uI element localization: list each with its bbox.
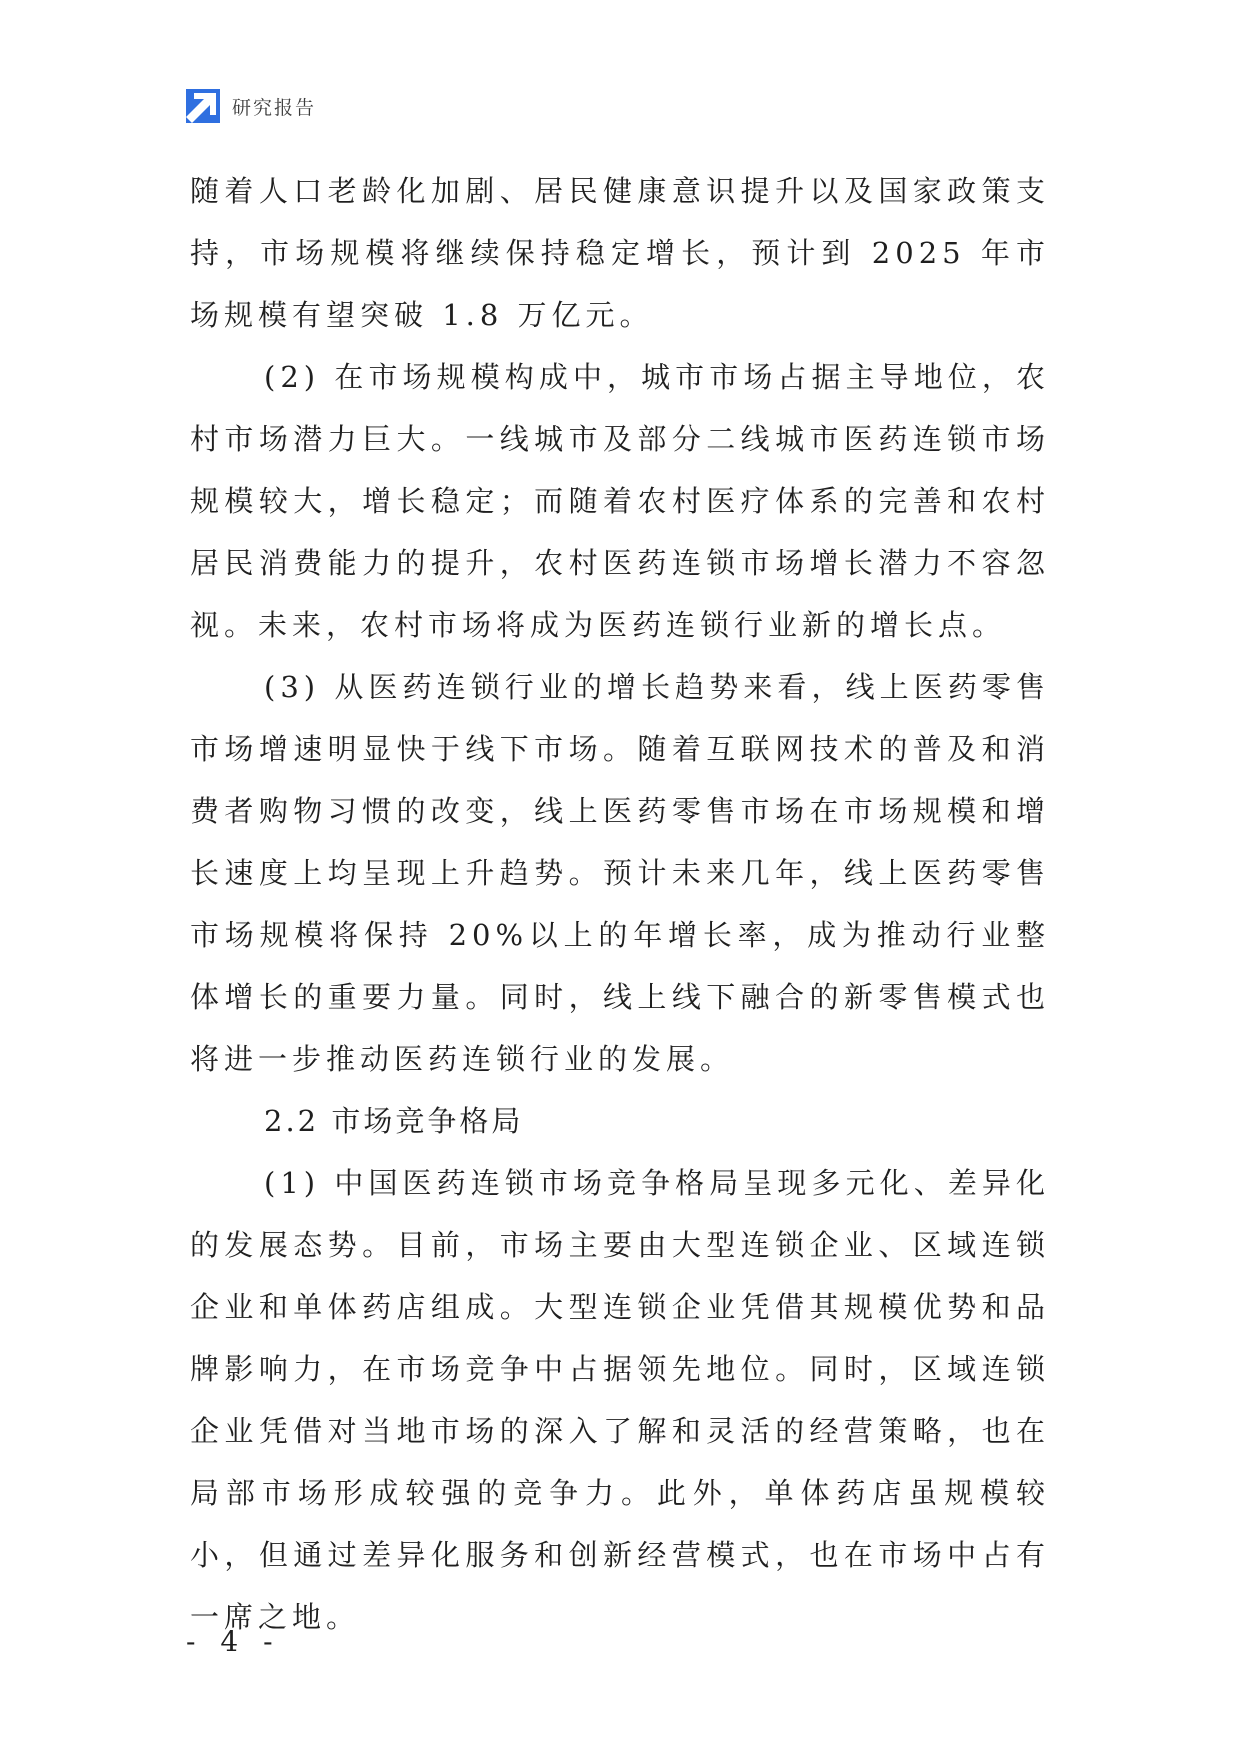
arrow-up-right-icon [186,89,220,123]
section-heading: 2.2 市场竞争格局 [264,1104,524,1138]
header-title: 研究报告 [232,96,317,119]
report-header [186,88,316,124]
paragraph-market-composition: (2) 在市场规模构成中，城市市场占据主导地位，农村市场潜力巨大。一线城市及部分二线城市医药连锁市场规模较大，增长稳定；而随着农村医疗体系的完善和农村居民消费能力的提升，农村医药连锁市场增长潜力不容忽视。未来，农村市场将成为医药连锁行业新的增长点。 [190,360,1050,642]
report-body [190,160,1050,1648]
paragraph-growth-trend: (3) 从医药连锁行业的增长趋势来看，线上医药零售市场增速明显快于线下市场。随着互联网技术的普及和消费者购物习惯的改变，线上医药零售市场在市场规模和增长速度上均呈现上升趋势。预计未来几年，线上医药零售市场规模将保持 20%以上的年增长率，成为推动行业整体增长的重要力量。同时，线上线下融合的新零售模式也将进一步推动医药连锁行业的发展。 [190,670,1050,1076]
paragraph-continuation: 随着人口老龄化加剧、居民健康意识提升以及国家政策支持，市场规模将继续保持稳定增长，预计到 2025 年市场规模有望突破 1.8 万亿元。 [190,174,1050,332]
paragraph-competition-landscape: (1) 中国医药连锁市场竞争格局呈现多元化、差异化的发展态势。目前，市场主要由大型连锁企业、区域连锁企业和单体药店组成。大型连锁企业凭借其规模优势和品牌影响力，在市场竞争中占据领先地位。同时，区域连锁企业凭借对当地市场的深入了解和灵活的经营策略，也在局部市场形成较强的竞争力。此外，单体药店虽规模较小，但通过差异化服务和创新经营模式，也在市场中占有一席之地。 [190,1166,1050,1634]
page-number: - 4 - [186,1625,281,1658]
